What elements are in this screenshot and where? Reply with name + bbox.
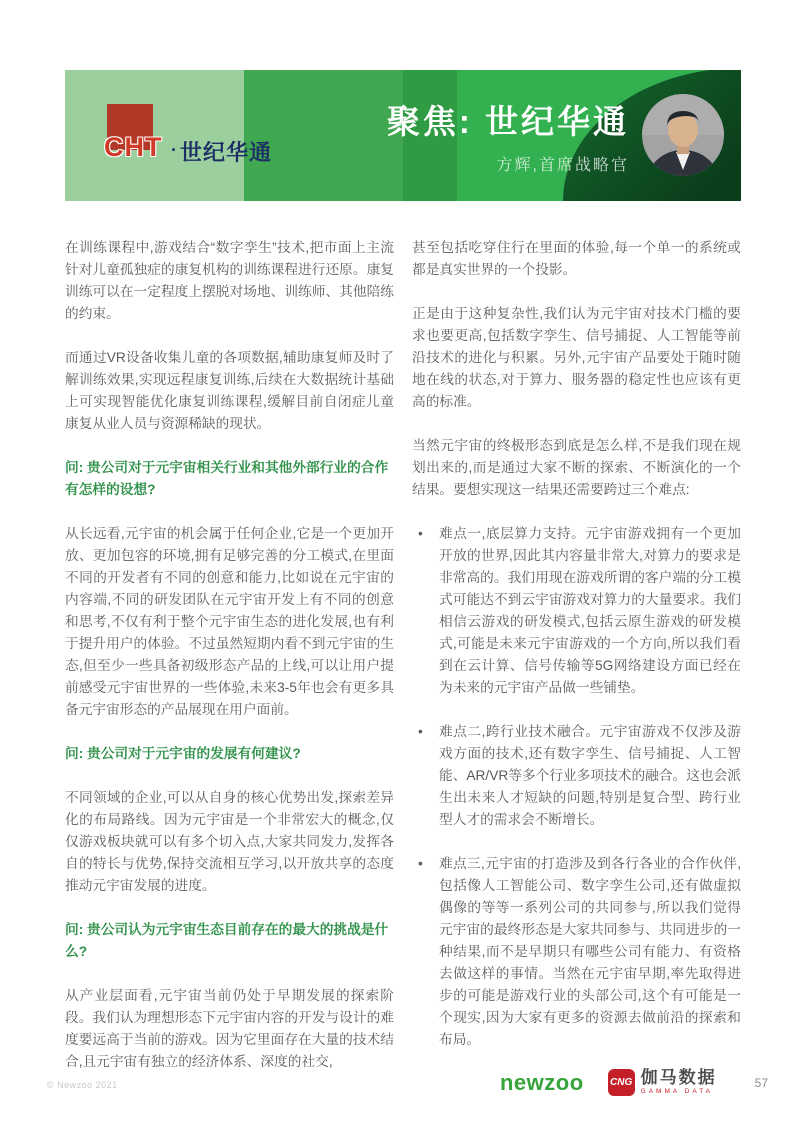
question-heading: 问: 贵公司对于元宇宙相关行业和其他外部行业的合作有怎样的设想? <box>65 460 389 497</box>
page-footer <box>47 1069 768 1103</box>
list-item <box>412 853 741 1051</box>
bullet-icon: • <box>418 856 423 871</box>
page-number: 57 <box>754 1075 768 1090</box>
logo-separator-dot: · <box>171 140 177 160</box>
paragraph: 在训练课程中,游戏结合“数字孪生”技术,把市面上主流针对儿童孤独症的康复机构的训练课程进行还原。康复训练可以在一定程度上摆脱对场地、训练师、其他陪练的约束。 <box>65 240 394 321</box>
newzoo-logo: newzoo <box>499 1069 584 1095</box>
gamma-data-english: GAMMA DATA <box>640 1088 714 1096</box>
paragraph: 当然元宇宙的终极形态到底是怎么样,不是我们现在规划出来的,而是通过大家不断的探索、不断演化的一个结果。要想实现这一结果还需要跨过三个难点: <box>412 438 741 497</box>
left-column <box>65 237 394 1095</box>
header-title-block <box>387 96 629 175</box>
logo-company-name: 世纪华通 <box>180 140 273 165</box>
paragraph: 正是由于这种复杂性,我们认为元宇宙对技术门槛的要求也要更高,包括数字孪生、信号捕捉、人工智能等前沿技术的进化与积累。另外,元宇宙产品要处于随时随地在线的状态,对于算力、服务器的稳定性也应该有更高的标准。 <box>412 306 741 409</box>
interviewee-photo <box>642 94 724 176</box>
interviewee-subtitle: 方辉,首席战略官 <box>496 157 629 174</box>
paragraph: 从长远看,元宇宙的机会属于任何企业,它是一个更加开放、更加包容的环境,拥有足够完善的分工模式,在里面不同的开发者有不同的创意和能力,比如说在元宇宙的内容端,不同的研发团队在元宇宙开发上有不同的创意和思考,不仅有利于整个元宇宙生态的进化发展,也有利于提升用户的体验。不过虽然短期内看不到元宇宙的生态,但至少一些具备初级形态产品的上线,可以让用户提前感受元宇宙世界的一些体验,未来3-5年也会有更多具备元宇宙形态的产品展现在用户面前。 <box>65 526 394 717</box>
header-banner <box>65 70 741 201</box>
gamma-data-chinese: 伽马数据 <box>640 1068 717 1088</box>
gamma-data-wordmark <box>641 1069 717 1096</box>
list-item <box>412 523 741 699</box>
cht-company-logo <box>93 104 313 170</box>
question-heading: 问: 贵公司对于元宇宙的发展有何建议? <box>65 746 301 761</box>
person-portrait-icon <box>642 94 724 176</box>
paragraph: 而通过VR设备收集儿童的各项数据,辅助康复师及时了解训练效果,实现远程康复训练,后续在大数据统计基础上可实现智能优化康复训练课程,缓解目前自闭症儿童康复从业人员与资源稀缺的现状。 <box>65 350 394 431</box>
article-body <box>65 237 741 1095</box>
challenge-list <box>412 523 741 1051</box>
footer-logos <box>500 1069 768 1096</box>
bullet-icon: • <box>418 724 423 739</box>
question-heading: 问: 贵公司认为元宇宙生态目前存在的最大的挑战是什么? <box>65 922 389 959</box>
list-item <box>412 721 741 831</box>
logo-cht-text: CHT <box>104 132 163 162</box>
bullet-icon: • <box>418 526 423 541</box>
paragraph: 不同领域的企业,可以从自身的核心优势出发,探索差异化的布局路线。因为元宇宙是一个非常宏大的概念,仅仅游戏板块就可以有多个切入点,大家共同发力,发挥各自的特长与优势,保持交流相互学习,以开放共享的态度推动元宇宙发展的进度。 <box>65 790 394 893</box>
cng-badge-icon: CNG <box>608 1069 635 1096</box>
list-item-text: 难点一,底层算力支持。元宇宙游戏拥有一个更加开放的世界,因此其内容量非常大,对算力的要求是非常高的。我们用现在游戏所谓的客户端的分工模式可能达不到云宇宙游戏对算力的大量要求。我们相信云游戏的研发模式,包括云原生游戏的研发模式,可能是未来元宇宙游戏的一个方向,所以我们看到在云计算、信号传输等5G网络建设方面已经在为未来的元宇宙产品做一些铺垫。 <box>439 526 741 695</box>
gamma-data-logo <box>608 1069 717 1096</box>
right-column <box>412 237 741 1095</box>
paragraph: 从产业层面看,元宇宙当前仍处于早期发展的探索阶段。我们认为理想形态下元宇宙内容的开发与设计的难度要远高于当前的游戏。因为它里面存在大量的技术结合,且元宇宙有独立的经济体系、深度的社交, <box>65 988 394 1069</box>
list-item-text: 难点二,跨行业技术融合。元宇宙游戏不仅涉及游戏方面的技术,还有数字孪生、信号捕捉、人工智能、AR/VR等多个行业多项技术的融合。这也会派生出未来人才短缺的问题,特别是复合型、跨行业型人才的需求会不断增长。 <box>439 724 741 827</box>
page-title: 聚焦: 世纪华通 <box>386 103 629 140</box>
list-item-text: 难点三,元宇宙的打造涉及到各行各业的合作伙伴,包括像人工智能公司、数字孪生公司,还有做虚拟偶像的等等一系列公司的共同参与,所以我们觉得元宇宙的最终形态是大家共同参与、共同进步的一种结果,而不是早期只有哪些公司有能力、有资格去做这样的事情。当然在元宇宙早期,率先取得进步的可能是游戏行业的头部公司,这个有可能是一个现实,因为大家有更多的资源去做前沿的探索和布局。 <box>439 856 741 1047</box>
paragraph: 甚至包括吃穿住行在里面的体验,每一个单一的系统或都是真实世界的一个投影。 <box>412 240 741 277</box>
copyright-text: © Newzoo 2021 <box>47 1080 118 1090</box>
